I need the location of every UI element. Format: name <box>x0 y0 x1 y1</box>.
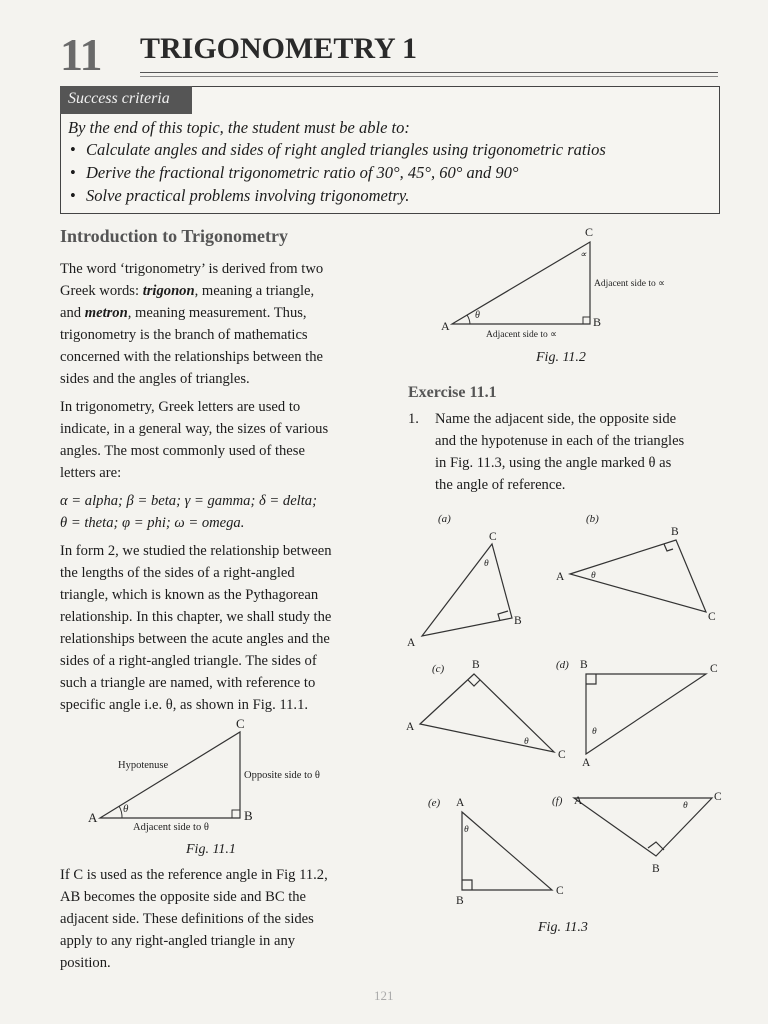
text-line: relationship. In this chapter, we shall study the <box>60 609 332 625</box>
svg-text:θ: θ <box>591 571 596 581</box>
text-line: position. <box>60 955 111 971</box>
text-line: In form 2, we studied the relationship between <box>60 543 332 559</box>
svg-text:B: B <box>514 615 522 627</box>
text-line: angles. The most commonly used of these <box>60 443 305 459</box>
fig1-label-c: C <box>236 716 245 731</box>
fig2-alpha: ∝ <box>580 249 587 259</box>
fig3-label-b: (b) <box>586 513 599 525</box>
text-line: the angle of reference. <box>435 477 566 493</box>
text-line: sides and the angles of triangles. <box>60 371 250 387</box>
fig3-label-c: (c) <box>432 663 445 675</box>
chapter-title: TRIGONOMETRY 1 <box>140 32 418 65</box>
svg-text:A: A <box>556 571 565 583</box>
text-line: specific angle i.e. θ, as shown in Fig. 11.1. <box>60 697 309 713</box>
fig1-hypotenuse-label: Hypotenuse <box>118 760 169 771</box>
text-line: letters are: <box>60 465 122 481</box>
text-line: adjacent side. These definitions of the sides <box>60 911 314 927</box>
fig-11-3-caption: Fig. 11.3 <box>538 920 588 935</box>
fig1-opposite-label: Opposite side to θ <box>244 770 320 781</box>
fig3-label-d: (d) <box>556 659 569 671</box>
text-line: triangle, which is known as the Pythagorean <box>60 587 319 603</box>
text-line: indicate, in a general way, the sizes of various <box>60 421 329 437</box>
fig3-label-e: (e) <box>428 797 441 809</box>
svg-text:B: B <box>652 863 660 875</box>
text-line: such a triangle are named, with reference to <box>60 675 316 691</box>
svg-text:A: A <box>407 637 416 649</box>
text-line: concerned with the relationships between the <box>60 349 324 365</box>
text-line: and metron, meaning measurement. Thus, <box>60 305 307 321</box>
svg-text:C: C <box>714 791 722 803</box>
svg-text:C: C <box>710 663 718 675</box>
text-line: If C is used as the reference angle in Fig 11.2, <box>60 867 328 883</box>
svg-text:C: C <box>708 611 716 623</box>
svg-text:θ: θ <box>484 559 489 569</box>
svg-text:θ: θ <box>524 737 529 747</box>
svg-text:A: A <box>574 795 583 807</box>
criteria-item: • Derive the fractional trigonometric ratio of 30°, 45°, 60° and 90° <box>70 163 519 182</box>
fig2-theta: θ <box>475 310 480 321</box>
svg-text:B: B <box>580 659 588 671</box>
text-line: in Fig. 11.3, using the angle marked θ as <box>435 455 672 471</box>
success-criteria-label: Success criteria <box>68 90 170 107</box>
exercise-heading: Exercise 11.1 <box>408 384 497 401</box>
greek-letters-line-2: θ = theta; φ = phi; ω = omega. <box>60 515 245 531</box>
intro-heading: Introduction to Trigonometry <box>60 226 288 246</box>
svg-text:B: B <box>671 526 679 538</box>
fig2-vertical-label: Adjacent side to ∝ <box>594 279 665 289</box>
text-line: relationships between the acute angles and the <box>60 631 330 647</box>
svg-text:B: B <box>456 895 464 907</box>
text-line: the lengths of the sides of a right-angled <box>60 565 295 581</box>
chapter-number: 11 <box>60 29 102 80</box>
svg-text:θ: θ <box>683 801 688 811</box>
text-line: Name the adjacent side, the opposite side <box>435 411 677 427</box>
svg-text:C: C <box>556 885 564 897</box>
fig3-label-f: (f) <box>552 795 563 807</box>
fig-11-1-caption: Fig. 11.1 <box>186 842 236 857</box>
svg-text:A: A <box>456 797 465 809</box>
svg-text:C: C <box>489 531 497 543</box>
svg-text:C: C <box>558 749 566 761</box>
svg-text:B: B <box>472 659 480 671</box>
text-line: AB becomes the opposite side and BC the <box>60 889 307 905</box>
criteria-item: • Calculate angles and sides of right angled triangles using trigonometric ratios <box>70 140 606 159</box>
text-line: In trigonometry, Greek letters are used to <box>60 399 301 415</box>
text-line: trigonometry is the branch of mathematics <box>60 327 308 343</box>
fig2-label-a: A <box>441 319 450 333</box>
fig-11-2-caption: Fig. 11.2 <box>536 350 586 365</box>
fig1-label-a: A <box>88 810 98 825</box>
svg-text:A: A <box>406 721 415 733</box>
success-criteria-intro: By the end of this topic, the student must be able to: <box>68 118 410 137</box>
svg-text:θ: θ <box>464 825 469 835</box>
fig1-label-b: B <box>244 808 253 823</box>
text-line: The word ‘trigonometry’ is derived from two <box>60 261 324 277</box>
text-line: Greek words: trigonon, meaning a triangle, <box>60 283 315 299</box>
greek-letters-line-1: α = alpha; β = beta; γ = gamma; δ = delta; <box>60 493 317 509</box>
text-line: and the hypotenuse in each of the triangles <box>435 433 685 449</box>
page-number: 121 <box>374 988 394 1003</box>
fig3-label-a: (a) <box>438 513 451 525</box>
text-line: apply to any right-angled triangle in any <box>60 933 296 949</box>
fig2-label-b: B <box>593 315 602 329</box>
fig2-bottom-label: Adjacent side to ∝ <box>486 330 557 340</box>
fig2-label-c: C <box>585 225 594 239</box>
text-line: sides of a right-angled triangle. The sides of <box>60 653 317 669</box>
fig1-theta: θ <box>123 803 129 815</box>
question-number: 1. <box>408 411 419 427</box>
svg-text:A: A <box>582 757 591 769</box>
criteria-item: • Solve practical problems involving trigonometry. <box>70 186 410 205</box>
fig1-adjacent-label: Adjacent side to θ <box>133 822 209 833</box>
svg-text:θ: θ <box>592 727 597 737</box>
